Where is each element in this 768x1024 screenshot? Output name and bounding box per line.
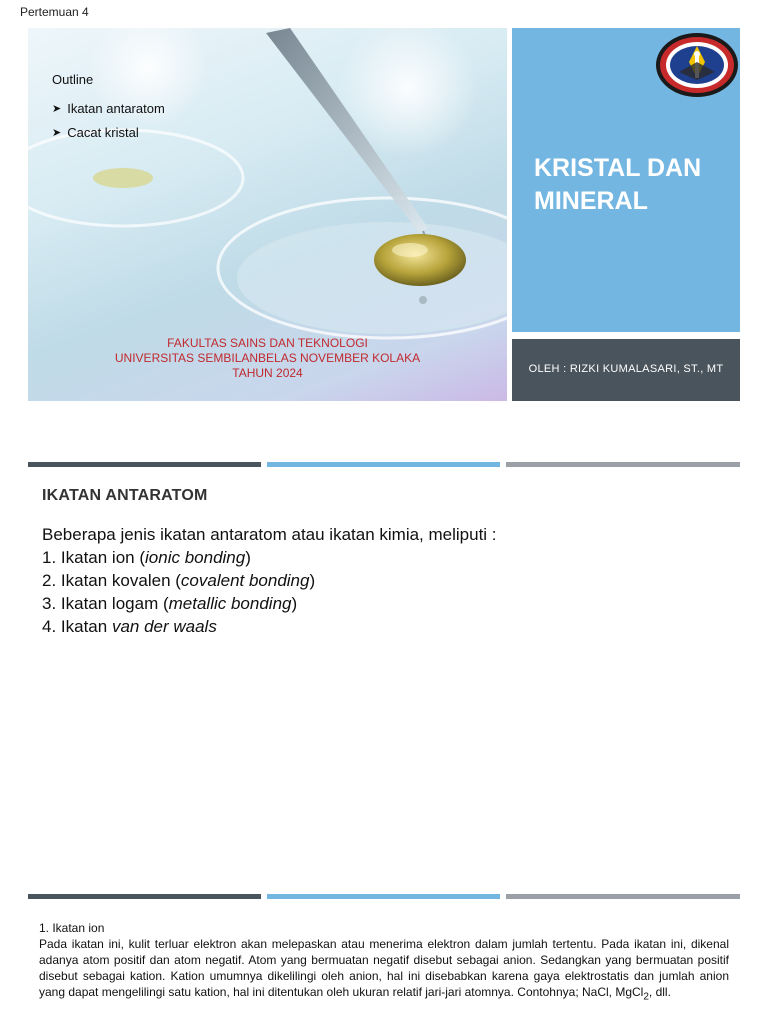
title-panel (512, 28, 740, 332)
list-item (42, 615, 497, 638)
faculty-text (28, 336, 507, 381)
bar-blue (267, 462, 500, 467)
arrow-bullet-icon: ➤ (52, 103, 62, 115)
item-prefix: 2. Ikatan kovalen ( (42, 571, 181, 590)
bar-gray (506, 462, 740, 467)
bar-gray (506, 894, 740, 899)
title-slide (28, 28, 740, 401)
faculty-line: UNIVERSITAS SEMBILANBELAS NOVEMBER KOLAKA (114, 351, 421, 365)
title-line: KRISTAL DAN (534, 154, 702, 182)
item-italic: covalent bonding (180, 571, 310, 590)
outline-item (52, 101, 165, 116)
faculty-line: FAKULTAS SAINS DAN TEKNOLOGI (167, 336, 368, 350)
list-item (42, 569, 497, 592)
item-suffix: ) (245, 548, 251, 567)
item-suffix: ) (291, 594, 298, 613)
intro-text: Beberapa jenis ikatan antaratom atau ikatan kimia, meliputi : (42, 525, 497, 544)
outline-item-label: Cacat kristal (67, 125, 139, 140)
notes-end-text: , dll. (648, 985, 671, 999)
author-label: OLEH : RIZKI KUMALASARI, ST., MT (528, 363, 724, 375)
slide-top-bars (28, 462, 740, 467)
item-italic: metallic bonding (168, 594, 292, 613)
slide-body (42, 523, 497, 638)
notes-text (39, 936, 729, 1005)
list-item (42, 592, 497, 615)
slide-heading: IKATAN ANTARATOM (42, 487, 208, 504)
page-header-label: Pertemuan 4 (20, 5, 89, 19)
outline-title: Outline (52, 72, 94, 87)
arrow-bullet-icon: ➤ (52, 127, 62, 139)
item-suffix: ) (309, 571, 316, 590)
notes-subscript: 2 (643, 991, 649, 1003)
item-prefix: 1. Ikatan ion ( (42, 548, 146, 567)
bar-blue (267, 894, 500, 899)
bar-dark (28, 462, 261, 467)
slide-bottom-bars (28, 894, 740, 899)
notes-main-text: Pada ikatan ini, kulit terluar elektron akan melepaskan atau menerima elektron dalam jumlah tertentu. Pada ikatan ini, dikenal adanya atom positif dan atom negatif. Atom yang bermuatan negatif disebut sebagai anion. Sedangkan yang bermuatan positif disebut sebagai kation. Kation umumnya dikelilingi oleh anion, hal ini disebabkan karena gaya elektrostatis dan jumlah anion yang dapat mengelilingi satu kation, hal ini ditentukan oleh ukuran relatif jari-jari atomnya. Contohnya; NaCl, MgCl (39, 937, 729, 999)
faculty-line: TAHUN 2024 (232, 366, 303, 380)
outline-item (52, 125, 165, 140)
notes-section (39, 920, 729, 1005)
presentation-title (534, 152, 701, 218)
list-item (42, 546, 497, 569)
notes-title: 1. Ikatan ion (39, 921, 105, 935)
item-italic: ionic bonding (145, 548, 246, 567)
lab-photo (28, 28, 507, 401)
outline-box (52, 72, 165, 149)
item-prefix: 4. Ikatan (42, 617, 112, 636)
outline-item-label: Ikatan antaratom (67, 101, 165, 116)
item-prefix: 3. Ikatan logam ( (42, 594, 169, 613)
bar-dark (28, 894, 261, 899)
item-italic: van der waals (111, 617, 217, 636)
title-line: MINERAL (534, 187, 648, 215)
author-panel (512, 339, 740, 401)
university-logo-icon (655, 32, 739, 98)
